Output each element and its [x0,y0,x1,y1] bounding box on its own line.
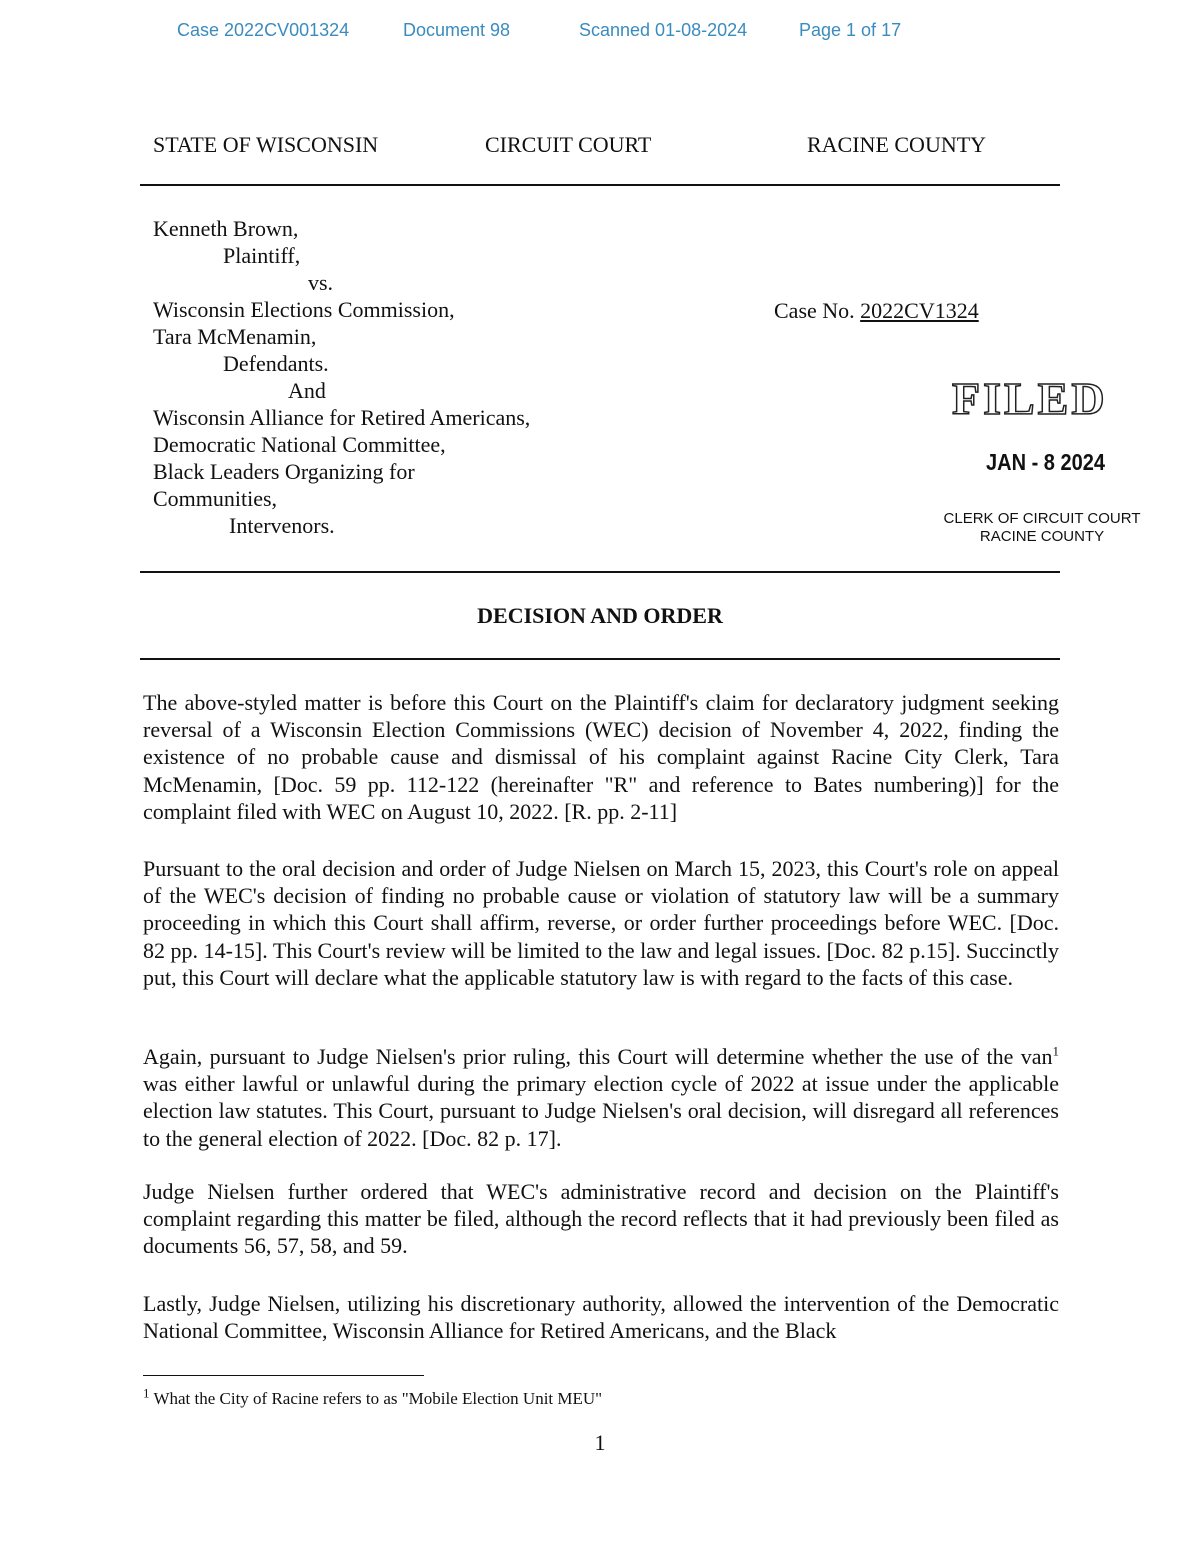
intervenor-2: Democratic National Committee, [153,432,446,457]
paragraph-2: Pursuant to the oral decision and order of Judge Nielsen on March 15, 2023, this Court's role on appeal of the WEC's decision of finding no probable cause or violation of statutory law will be a summary proceeding in which this Court shall affirm, reverse, or order further proceedings before WEC. [Doc. 82 pp. 14-15]. This Court's review will be limited to the law and legal issues. [Doc. 82 p.15]. Succinctly put, this Court will declare what the applicable statutory law is with regard to the facts of this case. [143,856,1059,990]
filed-stamp: FILED [952,373,1108,424]
page-indicator: Page 1 of 17 [799,20,902,40]
footnote-text: What the City of Racine refers to as "Mobile Election Unit MEU" [149,1389,603,1408]
county-name: RACINE COUNTY [807,132,987,157]
plaintiff-name: Kenneth Brown, [153,216,299,241]
paragraph-5: Lastly, Judge Nielsen, utilizing his discretionary authority, allowed the intervention of the Democratic National Committee, Wisconsin Alliance for Retired Americans, and the Black [143,1291,1059,1344]
footnote-number: 1 [143,1385,150,1401]
defendant-1: Wisconsin Elections Commission, [153,297,455,322]
document-number: Document 98 [403,20,511,40]
footnote-divider [143,1375,424,1376]
scan-date: Scanned 01-08-2024 [579,20,748,40]
divider-middle [140,571,1060,573]
versus: vs. [308,270,334,295]
case-number-label: Case No. [774,298,855,323]
defendant-2: Tara McMenamin, [153,324,317,349]
court-name: CIRCUIT COURT [485,132,652,157]
case-id: Case 2022CV001324 [177,20,350,40]
intervenor-1: Wisconsin Alliance for Retired Americans, [153,405,531,430]
state-name: STATE OF WISCONSIN [153,132,379,157]
footnote [143,1385,603,1409]
defendant-role: Defendants. [223,351,329,376]
paragraph-1: The above-styled matter is before this Court on the Plaintiff's claim for declaratory judgment seeking reversal of a Wisconsin Election Commissions (WEC) decision of November 4, 2022, finding the existence of no probable cause and dismissal of his complaint against Racine City Clerk, Tara McMenamin, [Doc. 59 pp. 112-122 (hereinafter "R" and reference to Bates numbering)] for the complaint filed with WEC on August 10, 2022. [R. pp. 2-11] [143,690,1059,824]
intervenor-role: Intervenors. [229,513,335,538]
plaintiff-role: Plaintiff, [223,243,301,268]
paragraph-3: Again, pursuant to Judge Nielsen's prior ruling, this Court will determine whether the use of the van$^1$ was either lawful or unlawful during the primary election cycle of 2022 at issue under the applicable election law statutes. This Court, pursuant to Judge Nielsen's oral decision, will disregard all references to the general election of 2022. [Doc. 82 p. 17]. [143,1043,1059,1151]
party-block [153,215,530,539]
clerk-line-1: CLERK OF CIRCUIT COURT [943,510,1141,527]
clerk-line-2: RACINE COUNTY [979,528,1105,545]
intervenor-3a: Black Leaders Organizing for [153,459,415,484]
document-title: DECISION AND ORDER [477,603,723,628]
filed-date: JAN - 8 2024 [986,450,1105,476]
paragraph-4: Judge Nielsen further ordered that WEC's administrative record and decision on the Plaintiff's complaint regarding this matter be filed, although the record reflects that it had previously been filed as documents 56, 57, 58, and 59. [143,1179,1059,1259]
page-number: 1 [594,1430,606,1455]
footnote-reference: 1 [1052,1043,1059,1059]
clerk-stamp [930,510,1154,546]
intervenor-3b: Communities, [153,486,278,511]
case-number [774,298,979,324]
and-label: And [288,378,326,403]
divider-title [140,658,1060,660]
case-number-value: 2022CV1324 [860,298,979,323]
divider-top [140,184,1060,186]
